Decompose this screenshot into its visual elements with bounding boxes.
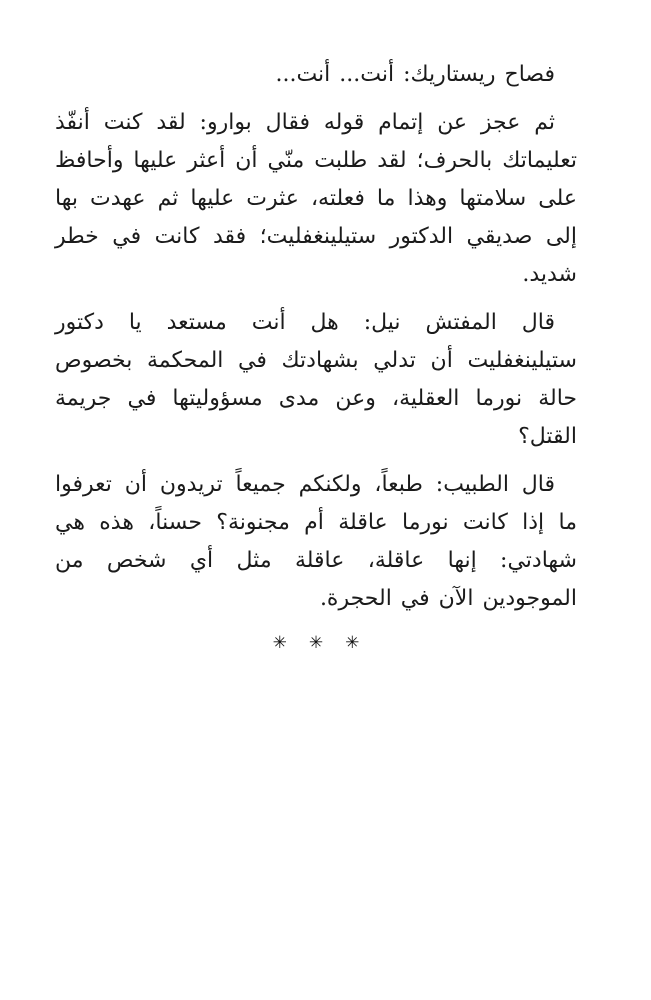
asterisk-separator-icon: ✳ [272, 633, 287, 653]
paragraph-poirot-reply: ثم عجز عن إتمام قوله فقال بوارو: لقد كنت أنفّذ تعليماتك بالحرف؛ لقد طلبت منّي أن أعثر عليها وأحافظ على سلامتها وهذا ما فعلته، عثرت عليها ثم عهدت بها إلى صديقي الدكتور ستيلينغفليت؛ فقد كانت في خطر شديد. [55, 110, 577, 287]
paragraph-dialogue-restarick: فصاح ريستاريك: أنت... أنت... [275, 62, 555, 87]
asterisk-separator-icon: ✳ [308, 633, 324, 653]
section-separator [55, 631, 577, 655]
asterisk-separator-icon: ✳ [345, 633, 360, 653]
text-block [55, 56, 577, 655]
paragraph-inspector-neele-question: قال المفتش نيل: هل أنت مستعد يا دكتور ستيلينغفليت أن تدلي بشهادتك في المحكمة بخصوص حالة نورما العقلية، وعن مدى مسؤوليتها في جريمة القتل؟ [55, 310, 577, 449]
paragraph-doctor-testimony: قال الطبيب: طبعاً، ولكنكم جميعاً تريدون أن تعرفوا ما إذا كانت نورما عاقلة أم مجنونة؟ حسناً، هذه هي شهادتي: إنها عاقلة، عاقلة مثل أي شخص من الموجودين الآن في الحجرة. [55, 472, 577, 611]
